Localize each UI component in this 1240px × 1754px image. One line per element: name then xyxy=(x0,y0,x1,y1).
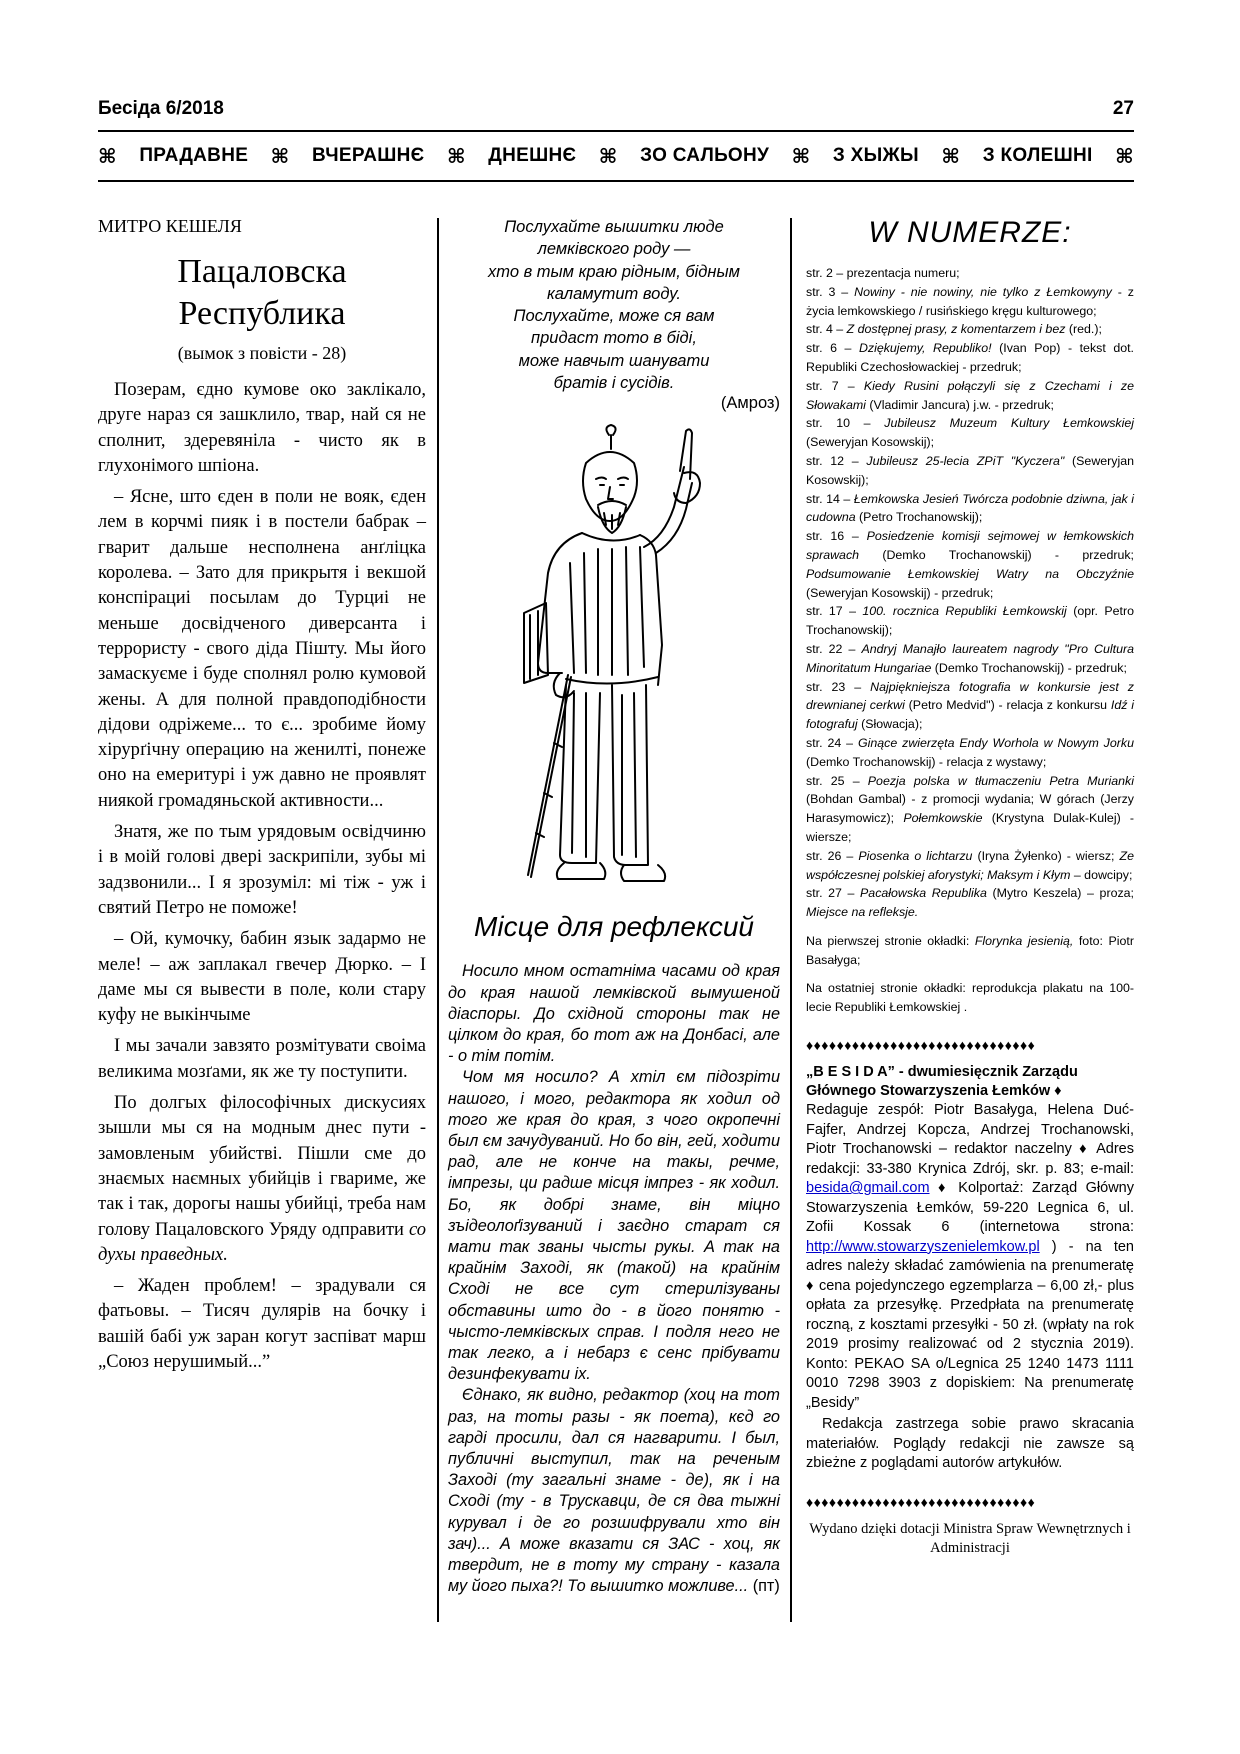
toc-item xyxy=(806,320,1134,339)
editorial-text xyxy=(806,1101,1134,1413)
column-divider-right xyxy=(790,218,792,1622)
reflection-sign: (пт) xyxy=(752,1577,780,1596)
toc-title-italic: Podsumowanie Łemkowskiej Watry na Obczyźnie xyxy=(806,566,1134,581)
toc-item xyxy=(806,283,1134,321)
rubric-label: З ХЫЖЫ xyxy=(832,145,919,166)
toc-title-italic: 100. rocznica Republiki Łemkowskij xyxy=(862,604,1067,619)
toc-page: str. 3 – xyxy=(806,284,855,299)
toc-item xyxy=(806,602,1134,640)
grant-note: Wydano dzięki dotacji Ministra Spraw Wewnętrznych i Administracji xyxy=(809,1520,1131,1557)
toc-title-italic: Kiedy Rusini połączyli się z Czechami i ze Słowakami xyxy=(806,378,1134,412)
toc-text: (Słowacja); xyxy=(857,717,923,732)
story-column xyxy=(98,216,426,1381)
toc-page: str. 27 – xyxy=(806,886,861,901)
toc-text: (red.); xyxy=(1065,322,1102,337)
rubric-marker-icon: ⌘ xyxy=(791,145,811,168)
cover-front-label: Na pierwszej stronie okładki: xyxy=(806,933,975,948)
rubric-bar xyxy=(98,140,1134,172)
toc-page: str. 6 – xyxy=(806,341,859,356)
toc-text: (Ivan Pop) - tekst dot. Republiki Czechosłowackiej - przedruk; xyxy=(806,341,1134,374)
toc-page: str. 17 – xyxy=(806,604,863,619)
toc-item xyxy=(806,490,1134,528)
toc-title-italic: Posiedzenie komisji sejmowej w łemkowskich sprawach xyxy=(806,529,1134,562)
toc-title-italic: Z dostępnej prasy, z komentarzem i bez xyxy=(846,322,1066,337)
reflection-paragraph-text: Єднако, як видно, редактор (хоц на тот раз, на тоты разы - як поета), кєд го гарді просили, дал ся нагварити. І был, публичні выступил, так на реченым Заході (ту загальні знаме - де), як і на Сході (ту - в Трускавци, де ся два тыжні курувал і де го розшифрували хто він зач)... А може вказати ся ЗАС - хоц, як твердит, не в тоту му страну - казала му його пыха?! То вышитко можливе... xyxy=(448,1386,780,1596)
toc-item xyxy=(806,414,1134,452)
toc-page: str. 12 – xyxy=(806,453,867,468)
toc-text: (Bohdan Gambal) - z promocji wydania; W górach (Jerzy Harasymowicz); xyxy=(806,792,1134,826)
toc-title-italic: Miejsce na refleksje. xyxy=(806,905,919,920)
toc-text: (Seweryjan Kosowskij) - przedruk; xyxy=(806,585,994,600)
reflection-title: Місце для рефлексий xyxy=(474,911,754,943)
toc-item xyxy=(806,339,1134,377)
poem-line: хто в тым краю рідным, бідным xyxy=(488,262,740,281)
rubric-marker-icon: ⌘ xyxy=(446,145,466,168)
email-link[interactable]: besida@gmail.com xyxy=(806,1180,930,1197)
editorial-reserve: Redakcja zastrzega sobie prawo skracania materiałów. Poglądy redakcji nie zawsze są zbieżne z poglądami autorów artykułów. xyxy=(806,1416,1134,1472)
poem-line: каламутит воду. xyxy=(547,284,681,303)
toc-item xyxy=(806,640,1134,678)
toc-item xyxy=(806,884,1134,922)
reflection-column xyxy=(448,216,780,1597)
toc-text: - z życia lemkowskiego / rusińskiego kręgu kulturowego; xyxy=(806,284,1134,318)
header-rule-top xyxy=(98,130,1134,132)
page-number: 27 xyxy=(1112,98,1134,119)
toc-item xyxy=(806,527,1134,602)
toc-item xyxy=(806,772,1134,847)
cover-front-title: Florynka jesienią, xyxy=(974,933,1074,948)
editorial-text-part: ♦ Kolportaż: Zarząd Główny Stowarzyszenia Łemków, 59-220 Legnica 6, ul. Zofii Kossak 6 (internetowa strona: xyxy=(806,1180,1134,1236)
toc-text: (Demko Trochanowskij) - relacja z wystawy; xyxy=(806,754,1047,769)
page-header xyxy=(98,98,1134,126)
toc-title-italic: Poezja polska w tłumaczeniu Petra Murianki xyxy=(867,773,1134,788)
diamond-divider: ♦♦♦♦♦♦♦♦♦♦♦♦♦♦♦♦♦♦♦♦♦♦♦♦♦♦♦♦♦♦ xyxy=(806,1037,1036,1054)
toc-page: str. 2 – xyxy=(806,266,847,280)
poem-line: Послухайте, може ся вам xyxy=(513,307,715,326)
reflection-paragraph xyxy=(448,1385,780,1597)
story-paragraph: І мы зачали завзято розмітувати своіма великима мозґами, як же ту поступити. xyxy=(98,1036,426,1082)
toc-item xyxy=(806,847,1134,885)
story-paragraph xyxy=(98,1091,426,1268)
rubric-marker-icon: ⌘ xyxy=(270,145,290,168)
editorial-text-part: ) - na ten adres należy składać zamówienia na prenumeratę ♦ cena pojedynczego egzemplarza – 6,00 zł,- plus opłata za przesyłkę. Przedpłata na prenumeratę roczną, z kosztami przesyłki - 50 zł. (wpłaty na rok 2019 prosimy realizować od 2 stycznia 2019). Konto: PEKAO SA o/Legnica 25 1240 1473 1111 0010 7298 3903 z dopiskiem: Na prenumeratę „Besidy” xyxy=(806,1238,1134,1411)
toc-text: (Petro Trochanowskij); xyxy=(855,510,983,525)
story-paragraph-text: По долгых філософічных дискусиях зышли мы ся на модным днес пути - замовленым убийстві. Пішли сме до знаємых наємных убийців і гвариме, же так і так, дорогы нашы убийці, треба нам голову Пацаловского Уряду одправити xyxy=(98,1093,426,1240)
toc-text: (Demko Trochanowskij) - przedruk; xyxy=(931,660,1127,675)
toc-item xyxy=(806,734,1134,772)
diamond-divider: ♦♦♦♦♦♦♦♦♦♦♦♦♦♦♦♦♦♦♦♦♦♦♦♦♦♦♦♦♦♦ xyxy=(806,1493,1036,1510)
author-name: МИТРО КЕШЕЛЯ xyxy=(98,216,242,236)
story-paragraph: Знатя, же по тым урядовым освідчиню і в моій голові двері заскрипіли, зубы мі задзвонили... І я зрозуміл: мі тіж - уж і святий Петро не поможе! xyxy=(98,822,426,918)
toc-item xyxy=(806,452,1134,490)
rubric-label: ЗО САЛЬОНУ xyxy=(640,145,770,166)
toc-title-italic: Ginące zwierzęta Endy Worhola w Nowym Jorku xyxy=(857,735,1134,750)
toc-item xyxy=(806,264,1134,283)
toc-text: (Krystyna Dulak-Kulej) - wiersze; xyxy=(806,811,1135,844)
title-line-2: Республика xyxy=(178,295,346,332)
title-line-1: Пацаловска xyxy=(177,253,347,290)
toc-list xyxy=(806,264,1134,922)
toc-text: prezentacja numeru; xyxy=(846,266,960,280)
article-title xyxy=(98,251,426,335)
toc-title-italic: Połemkowskie xyxy=(903,811,983,826)
toc-title-italic: Nowiny - nie nowiny, nie tylko z Łemkowyny xyxy=(854,284,1112,299)
toc-page: str. 14 – xyxy=(806,491,854,506)
poem xyxy=(448,216,780,394)
story-paragraph: – Ясне, што єден в поли не вояк, єден лем в корчмі пияк і в постели бабрак – гварит дальше несполнена анґліцка королева. – Зато для прикрытя і векшой конспірациі посылам до Турциі не меньше досвідченого диверсанта і террористу - свого діда Пішту. Мы його замаскуєме і буде сполнял ролю кумовой жены. А для полной правдоподібности дідови одріжеме... то є... зробиме йому хірурґічну операцию на женилті, понеже оно на емеритурі і уж давно не проявлят ниякой громадяньской активности... xyxy=(98,487,426,811)
toc-page: str. 10 – xyxy=(806,416,885,431)
toc-page: str. 7 – xyxy=(806,378,864,393)
toc-page: str. 22 – xyxy=(806,641,862,656)
reflection-paragraph: Носило мном остатніма часами од края до края нашой лемківской вымушеной діаспоры. До східной стороны так не цілком до края, бо тот аж на Донбасі, але - о тім потім. xyxy=(448,962,780,1066)
website-link[interactable]: http://www.stowarzyszenielemkow.pl xyxy=(806,1238,1040,1255)
toc-title-italic: Idź i fotografuj xyxy=(806,698,1134,732)
toc-page: str. 24 – xyxy=(806,735,858,750)
rubric-marker-icon: ⌘ xyxy=(941,145,961,168)
toc-title-italic: Dziękujemy, Republiko! xyxy=(858,341,992,356)
cover-front-note xyxy=(806,932,1134,970)
toc-title-italic: Łemkowska Jesień Twórcza podobnie dziwna, jak i cudowna xyxy=(806,491,1134,525)
illustration-old-man xyxy=(474,423,754,893)
toc-title-italic: Pacałowska Republika xyxy=(860,886,987,901)
toc-item xyxy=(806,377,1134,415)
toc-page: str. 26 – xyxy=(806,848,859,863)
issue-label: Бесіда 6/2018 xyxy=(98,98,224,119)
info-column xyxy=(806,216,1134,1559)
story-paragraph: Позерам, єдно кумове око заклікало, друге нараз ся зашклило, твар, най ся не сполнит, здеревяніла - чисто як в глухонімого шпіона. xyxy=(98,380,426,476)
toc-title: W NUMERZE: xyxy=(868,216,1072,249)
toc-title-italic: Najpiękniejsza fotografia w konkursie jest z drewnianej cerkwi xyxy=(806,679,1134,713)
cover-front-credit: foto: Piotr Basałyga; xyxy=(806,933,1134,967)
toc-page: str. 16 – xyxy=(806,529,867,544)
rubric-label: З КОЛЕШНІ xyxy=(982,145,1093,166)
toc-title-italic: Jubileusz Muzeum Kultury Łemkowskiej xyxy=(884,416,1134,431)
rubric-label: ВЧЕРАШНЄ xyxy=(311,145,425,166)
poem-line: братів і сусідів. xyxy=(553,374,675,393)
toc-text: (Seweryjan Kosowskij); xyxy=(806,453,1135,487)
toc-page: str. 4 – xyxy=(806,322,847,337)
poem-line: може навчыт шанувати xyxy=(518,351,710,370)
cover-back-note: Na ostatniej stronie okładki: reprodukcja plakatu na 100-lecie Republiki Łemkowskiej . xyxy=(806,981,1134,1015)
story-paragraph: – Жаден проблем! – зрадували ся фатьовы. – Тисяч дулярів на бочку і вашій бабі уж заран когут заспіват марш „Союз нерушимый...” xyxy=(98,1276,426,1372)
toc-text: (Iryna Żyłenko) - wiersz; xyxy=(972,848,1120,863)
toc-title-italic: Ze współczesnej polskiej aforystyki; Maksym i Kłym xyxy=(806,848,1134,882)
story-italic: со духы праведных. xyxy=(98,1219,426,1265)
header-rule-bottom xyxy=(98,180,1134,182)
rubric-marker-icon: ⌘ xyxy=(1115,145,1134,168)
toc-text: (Petro Medvid") - relacja z konkursu xyxy=(904,698,1111,713)
story-paragraph: – Ой, кумочку, бабин язык задармо не меле! – аж заплакал гвечер Дюрко. – І даме мы ся вывести в поле, коли стару куфу не выкінчыме xyxy=(98,929,426,1026)
editorial-heading: „B E S I D A” - dwumiesięcznik Zarządu Głównego Stowarzyszenia Łemków ♦ xyxy=(806,1064,1078,1100)
poem-line: придаст тото в біді, xyxy=(531,329,697,348)
rubric-marker-icon: ⌘ xyxy=(98,145,117,168)
toc-item xyxy=(806,678,1134,734)
toc-title-italic: Andryj Manajło laureatem nagrody "Pro Cultura Minoritatum Hungariae xyxy=(806,641,1134,675)
toc-title-italic: Jubileusz 25-lecia ZPiT "Kyczera" xyxy=(866,453,1065,468)
toc-text: (Demko Trochanowskij) - przedruk; xyxy=(859,547,1134,562)
rubric-label: ПРАДАВНЕ xyxy=(139,145,249,166)
editorial-text-part: Redaguje zespół: Piotr Basałyga, Helena Duć-Fajfer, Andrzej Kopcza, Andrzej Trochanowski, Piotr Trochanowski – redaktor naczelny ♦ Adres redakcji: 33-380 Krynica Zdrój, skr. p. 83; e-mail: xyxy=(806,1102,1134,1177)
toc-text: – dowcipy; xyxy=(1070,867,1133,882)
poem-line: лемківского роду — xyxy=(537,240,691,259)
rubric-marker-icon: ⌘ xyxy=(598,145,618,168)
column-divider-left xyxy=(437,218,439,1622)
toc-title-italic: Piosenka o lichtarzu xyxy=(858,848,973,863)
reflection-paragraph: Чом мя носило? А хтіл єм підозріти нашого, і мого, редактора як ходил од того же края до края, з чого окропечні был єм зачудуваний. Но бо він, гей, ходити рад, але не конче на такы, речме, імпрезы, ци радше місця імпрез - як ходил. Бо, як добрі знаме, він міцно зъідеолоґізуваний і заєдно старат ся мати так званы чысты рукы. А так на крайнім Заході, як (такой) на крайнім Сході не все сут стерилізуваны обставины што до - в його понятю - чысто-лемківскых справ. І подля него не так легко, а і небарз є сенс прібувати дезинфекувати іх. xyxy=(448,1068,780,1384)
article-subtitle: (вымок з повісти - 28) xyxy=(177,343,347,363)
toc-page: str. 23 – xyxy=(806,679,871,694)
toc-text: (Seweryjan Kosowskij); xyxy=(806,435,935,450)
toc-text: (Vladimir Jancura) j.w. - przedruk; xyxy=(865,397,1054,412)
poem-signature: (Амроз) xyxy=(720,394,780,413)
toc-page: str. 25 – xyxy=(806,773,868,788)
rubric-label: ДНЕШНЄ xyxy=(488,145,577,166)
toc-text: (opr. Petro Trochanowskij); xyxy=(806,604,1135,638)
toc-text: (Mytro Keszela) – proza; xyxy=(986,886,1134,901)
poem-line: Послухайте вышитки люде xyxy=(504,218,724,236)
